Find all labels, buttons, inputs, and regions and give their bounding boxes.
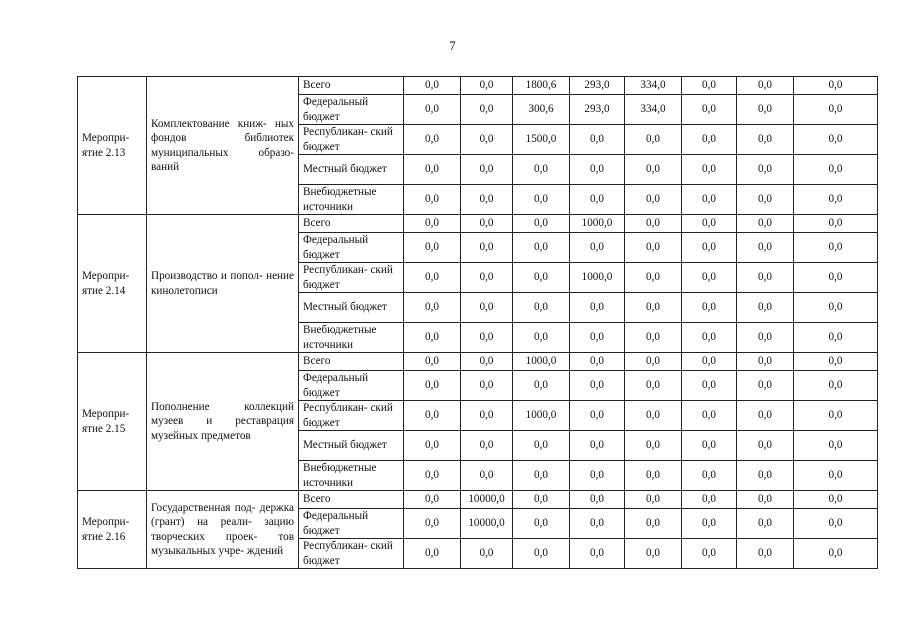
amount-cell: 0,0 [794,539,878,569]
amount-cell: 0,0 [461,353,513,371]
amount-cell: 0,0 [461,77,513,95]
amount-cell: 0,0 [625,461,682,491]
amount-cell: 0,0 [625,215,682,233]
amount-cell: 0,0 [404,539,461,569]
amount-cell: 0,0 [513,491,570,509]
amount-cell: 0,0 [625,155,682,185]
event-id-cell: Меропри- ятие 2.14 [78,215,147,353]
amount-cell: 0,0 [682,509,737,539]
amount-cell: 0,0 [625,431,682,461]
amount-cell: 1000,0 [570,263,625,293]
amount-cell: 0,0 [570,461,625,491]
amount-cell: 0,0 [404,233,461,263]
amount-cell: 0,0 [737,323,794,353]
event-description-cell: Комплектование книж- ных фондов библиотек муниципальных образо- ваний [147,77,299,215]
amount-cell: 0,0 [682,461,737,491]
amount-cell: 0,0 [461,233,513,263]
funding-table [77,76,878,569]
amount-cell: 0,0 [404,431,461,461]
amount-cell: 0,0 [794,263,878,293]
amount-cell: 0,0 [737,491,794,509]
amount-cell: 10000,0 [461,509,513,539]
amount-cell: 0,0 [794,185,878,215]
amount-cell: 0,0 [737,509,794,539]
funding-source-cell: Всего [299,353,404,371]
event-id-cell: Меропри- ятие 2.13 [78,77,147,215]
amount-cell: 0,0 [404,323,461,353]
event-description-cell: Пополнение коллекций музеев и реставрация музейных предметов [147,353,299,491]
funding-source-cell: Республикан- ский бюджет [299,125,404,155]
amount-cell: 0,0 [404,371,461,401]
amount-cell: 0,0 [682,323,737,353]
amount-cell: 0,0 [570,233,625,263]
amount-cell: 0,0 [513,323,570,353]
amount-cell: 0,0 [682,431,737,461]
amount-cell: 0,0 [461,155,513,185]
page-number: 7 [449,38,456,53]
amount-cell: 0,0 [404,293,461,323]
amount-cell: 0,0 [794,233,878,263]
amount-cell: 0,0 [513,215,570,233]
amount-cell: 0,0 [682,263,737,293]
amount-cell: 0,0 [682,125,737,155]
funding-source-cell: Местный бюджет [299,155,404,185]
amount-cell: 0,0 [570,293,625,323]
amount-cell: 1500,0 [513,125,570,155]
amount-cell: 1000,0 [513,401,570,431]
amount-cell: 0,0 [794,95,878,125]
amount-cell: 0,0 [513,431,570,461]
amount-cell: 0,0 [461,263,513,293]
amount-cell: 1000,0 [570,215,625,233]
funding-source-cell: Внебюджетные источники [299,185,404,215]
amount-cell: 0,0 [794,491,878,509]
amount-cell: 0,0 [794,77,878,95]
amount-cell: 0,0 [625,185,682,215]
funding-source-cell: Федеральный бюджет [299,233,404,263]
amount-cell: 0,0 [404,491,461,509]
table-row [78,353,878,371]
amount-cell: 0,0 [461,95,513,125]
amount-cell: 10000,0 [461,491,513,509]
amount-cell: 0,0 [794,323,878,353]
funding-source-cell: Федеральный бюджет [299,371,404,401]
funding-source-cell: Республикан- ский бюджет [299,539,404,569]
funding-source-cell: Республикан- ский бюджет [299,401,404,431]
amount-cell: 0,0 [737,215,794,233]
amount-cell: 0,0 [794,155,878,185]
amount-cell: 0,0 [570,125,625,155]
amount-cell: 0,0 [737,293,794,323]
amount-cell: 0,0 [404,215,461,233]
amount-cell: 0,0 [404,155,461,185]
amount-cell: 0,0 [737,263,794,293]
amount-cell: 0,0 [513,461,570,491]
amount-cell: 1800,6 [513,77,570,95]
amount-cell: 0,0 [794,431,878,461]
amount-cell: 0,0 [570,431,625,461]
amount-cell: 0,0 [570,491,625,509]
amount-cell: 0,0 [625,233,682,263]
amount-cell: 0,0 [794,215,878,233]
amount-cell: 0,0 [737,125,794,155]
amount-cell: 0,0 [461,461,513,491]
amount-cell: 0,0 [625,263,682,293]
amount-cell: 0,0 [682,539,737,569]
amount-cell: 0,0 [570,323,625,353]
event-description-cell: Производство и попол- нение кинолетописи [147,215,299,353]
amount-cell: 0,0 [682,491,737,509]
amount-cell: 0,0 [513,263,570,293]
amount-cell: 0,0 [682,215,737,233]
amount-cell: 0,0 [461,371,513,401]
amount-cell: 0,0 [682,353,737,371]
amount-cell: 0,0 [513,539,570,569]
amount-cell: 0,0 [682,293,737,323]
funding-source-cell: Внебюджетные источники [299,323,404,353]
amount-cell: 0,0 [513,233,570,263]
amount-cell: 0,0 [625,539,682,569]
amount-cell: 0,0 [737,461,794,491]
amount-cell: 0,0 [461,323,513,353]
event-id-cell: Меропри- ятие 2.15 [78,353,147,491]
amount-cell: 0,0 [461,215,513,233]
amount-cell: 0,0 [625,371,682,401]
amount-cell: 1000,0 [513,353,570,371]
amount-cell: 0,0 [461,401,513,431]
amount-cell: 0,0 [794,509,878,539]
amount-cell: 0,0 [737,371,794,401]
amount-cell: 0,0 [794,461,878,491]
amount-cell: 0,0 [682,155,737,185]
amount-cell: 0,0 [461,431,513,461]
amount-cell: 0,0 [625,509,682,539]
amount-cell: 0,0 [570,185,625,215]
amount-cell: 0,0 [513,509,570,539]
amount-cell: 0,0 [404,185,461,215]
amount-cell: 0,0 [570,155,625,185]
amount-cell: 0,0 [625,491,682,509]
event-id-cell: Меропри- ятие 2.16 [78,491,147,569]
amount-cell: 0,0 [737,95,794,125]
amount-cell: 0,0 [737,155,794,185]
amount-cell: 0,0 [625,125,682,155]
amount-cell: 0,0 [513,155,570,185]
amount-cell: 0,0 [513,371,570,401]
amount-cell: 0,0 [625,353,682,371]
funding-source-cell: Внебюджетные источники [299,461,404,491]
amount-cell: 0,0 [513,293,570,323]
amount-cell: 293,0 [570,77,625,95]
amount-cell: 0,0 [461,185,513,215]
funding-source-cell: Всего [299,491,404,509]
amount-cell: 0,0 [794,293,878,323]
amount-cell: 0,0 [737,185,794,215]
amount-cell: 0,0 [570,509,625,539]
funding-source-cell: Федеральный бюджет [299,509,404,539]
amount-cell: 293,0 [570,95,625,125]
funding-source-cell: Республикан- ский бюджет [299,263,404,293]
funding-source-cell: Местный бюджет [299,431,404,461]
amount-cell: 0,0 [625,401,682,431]
amount-cell: 0,0 [737,401,794,431]
amount-cell: 0,0 [682,371,737,401]
amount-cell: 0,0 [794,401,878,431]
amount-cell: 0,0 [404,263,461,293]
amount-cell: 0,0 [404,77,461,95]
event-description-cell: Государственная под- держка (грант) на реали- зацию творческих проек- тов музыкальных учре- ждений [147,491,299,569]
amount-cell: 0,0 [570,539,625,569]
amount-cell: 0,0 [737,353,794,371]
funding-source-cell: Всего [299,77,404,95]
amount-cell: 0,0 [404,509,461,539]
amount-cell: 0,0 [682,77,737,95]
amount-cell: 0,0 [570,353,625,371]
amount-cell: 0,0 [737,233,794,263]
amount-cell: 334,0 [625,77,682,95]
amount-cell: 0,0 [625,323,682,353]
amount-cell: 0,0 [513,185,570,215]
amount-cell: 0,0 [625,293,682,323]
table-row [78,77,878,95]
amount-cell: 0,0 [682,185,737,215]
amount-cell: 0,0 [404,401,461,431]
amount-cell: 0,0 [737,431,794,461]
amount-cell: 0,0 [682,401,737,431]
amount-cell: 300,6 [513,95,570,125]
funding-source-cell: Местный бюджет [299,293,404,323]
amount-cell: 0,0 [570,371,625,401]
amount-cell: 0,0 [404,95,461,125]
amount-cell: 0,0 [794,371,878,401]
amount-cell: 0,0 [404,461,461,491]
amount-cell: 0,0 [794,125,878,155]
amount-cell: 0,0 [461,293,513,323]
amount-cell: 334,0 [625,95,682,125]
amount-cell: 0,0 [404,353,461,371]
table-row [78,215,878,233]
funding-source-cell: Федеральный бюджет [299,95,404,125]
amount-cell: 0,0 [461,125,513,155]
amount-cell: 0,0 [570,401,625,431]
funding-source-cell: Всего [299,215,404,233]
table-row [78,491,878,509]
amount-cell: 0,0 [404,125,461,155]
amount-cell: 0,0 [737,539,794,569]
amount-cell: 0,0 [737,77,794,95]
amount-cell: 0,0 [682,95,737,125]
amount-cell: 0,0 [794,353,878,371]
amount-cell: 0,0 [682,233,737,263]
amount-cell: 0,0 [461,539,513,569]
